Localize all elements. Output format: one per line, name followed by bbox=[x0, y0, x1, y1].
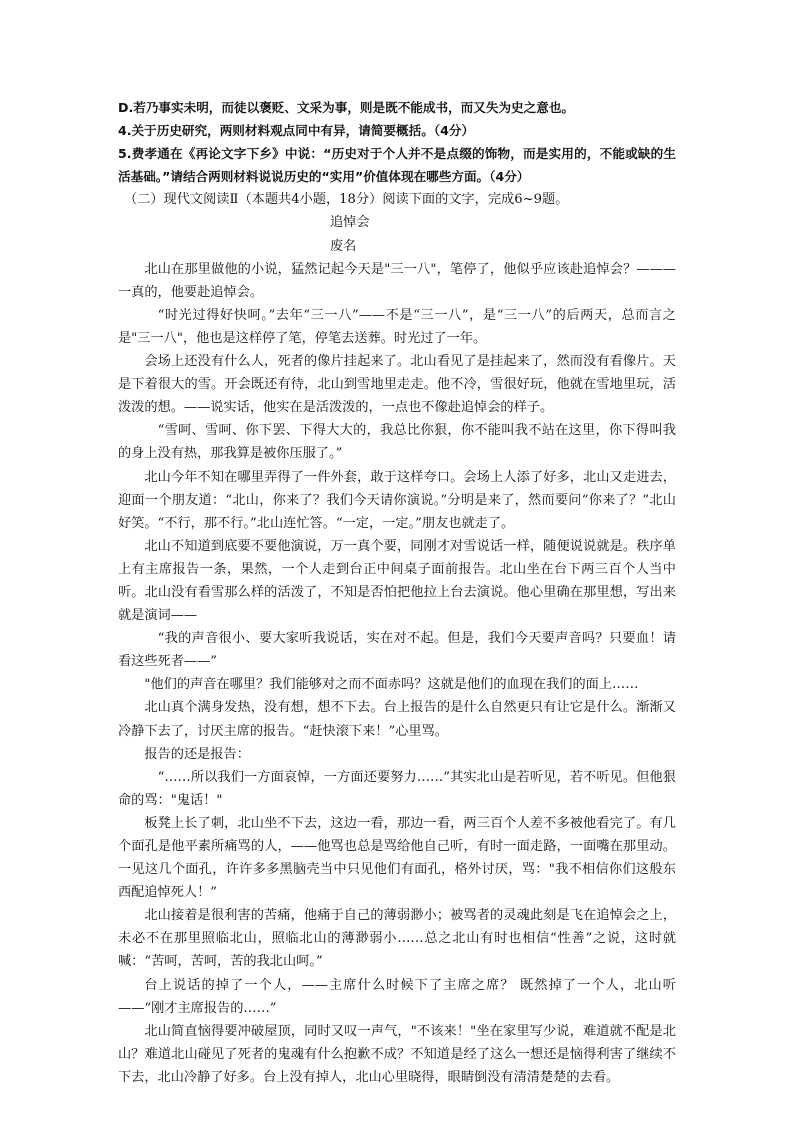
paragraph: “……所以我们一方面哀悼，一方面还要努力……”其实北山是若听见，若不听见。但他狠命的骂："鬼话！" bbox=[118, 769, 676, 808]
paragraph: “我的声音很小、要大家听我说话，实在对不起。但是，我们今天要声音吗？只要血！请看这些死者——” bbox=[118, 631, 676, 670]
paragraph: 报告的还是报告： bbox=[144, 746, 250, 762]
question-3-option-d: D.若乃事实未明，而徒以褒贬、文采为事，则是既不能成书，而又失为史之意也。 bbox=[118, 100, 575, 115]
paragraph: 会场上还没有什么人，死者的像片挂起来了。北山看见了是挂起来了，然而没有看像片。天是下着很大的雪。开会既还有待，北山到雪地里走走。他不冷，雪很好玩，他就在雪地里玩，活泼泼的想。——说实话，他实在是活泼泼的，一点也不像赴追悼会的样子。 bbox=[118, 354, 676, 416]
paragraph: "他们的声音在哪里？我们能够对之而不面赤吗？这就是他们的血现在我们的面上…… bbox=[144, 677, 639, 693]
section-heading: （二）现代文阅读Ⅱ（本题共4小题，18分）阅读下面的文字，完成6~9题。 bbox=[124, 192, 569, 208]
question-5: 5.费孝通在《再论文字下乡》中说：“历史对于个人并不是点缀的饰物，而是实用的，不能或缺的生活基础。”请结合两则材料说说历史的“实用”价值体现在哪些方面。（4分） bbox=[118, 146, 676, 185]
question-4: 4.关于历史研究，两则材料观点同中有异，请简要概括。（4分） bbox=[118, 123, 475, 139]
paragraph: “雪呵、雪呵、你下罢、下得大大的，我总比你狠，你不能叫我不站在这里，你下得叫我的身上没有热，那我算是被你压服了。” bbox=[118, 423, 676, 462]
paragraph: 北山不知道到底要不要他演说，万一真个要，同刚才对雪说话一样，随便说说就是。秩序单上有主席报告一条，果然，一个人走到台正中间桌子面前报告。北山坐在台下两三百个人当中听。北山没有看雪那么样的活泼了，不知是否怕把他拉上台去演说。他心里确在那里想，写出来就是演词—— bbox=[118, 538, 676, 624]
paragraph: 北山接着是很利害的苦痛，他痛于自己的薄弱渺小；被骂者的灵魂此刻是飞在追悼会之上，未必不在那里照临北山，照临北山的薄渺弱小……总之北山有时也相信“性善”之说，这时就喊：“苦呵，苦呵，苦的我北山呵。” bbox=[118, 908, 676, 970]
paragraph: 台上说话的掉了一个人，——主席什么时候下了主席之席？ 既然掉了一个人，北山听——“刚才主席报告的……” bbox=[118, 977, 676, 1016]
paragraph: “时光过得好快呵。”去年“三一八”——不是“三一八”，是“三一八”的后两天，总而言之是"三一八"，他也是这样停了笔，停笔去送葬。时光过了一年。 bbox=[118, 307, 676, 346]
paragraph: 北山简直恼得要冲破屋顶，同时又叹一声气，"不该来！"坐在家里写少说，难道就不配是北山？难道北山碰见了死者的鬼魂有什么抱歉不成？不知道是经了这么一想还是恼得利害了继续不下去，北山冷静了好多。台上没有掉人，北山心里晓得，眼睛倒没有清清楚楚的去看。 bbox=[118, 1023, 676, 1085]
paragraph: 板凳上长了刺，北山坐不下去，这边一看，那边一看，两三百个人差不多被他看完了。有几个面孔是他平素所痛骂的人，——他骂也总是骂给他自己听，有时一面走路，一面嘴在那里动。一见这几个面孔，许许多多黑脑壳当中只见他们有面孔，格外讨厌，骂："我不相信你们这般东西配追悼死人！” bbox=[118, 815, 676, 901]
paragraph: 北山今年不知在哪里弄得了一件外套，敢于这样夸口。会场上人添了好多，北山又走进去，迎面一个朋友道：“北山，你来了？我们今天请你演说。”分明是来了，然而要问“你来了？”北山好笑。“不行，那不行。”北山连忙答。“一定，一定。”朋友也就走了。 bbox=[118, 469, 676, 531]
article-title: 追悼会 bbox=[330, 215, 370, 231]
paragraph: 北山真个满身发热，没有想，想不下去。台上报告的是什么自然更只有让它是什么。渐渐又冷静下去了，讨厌主席的报告。“赶快滚下来！”心里骂。 bbox=[118, 700, 676, 739]
paragraph: 北山在那里做他的小说，猛然记起今天是"三一八"，笔停了，他似乎应该赴追悼会？———一真的，他要赴追悼会。 bbox=[118, 261, 676, 300]
article-author: 废名 bbox=[330, 238, 357, 254]
